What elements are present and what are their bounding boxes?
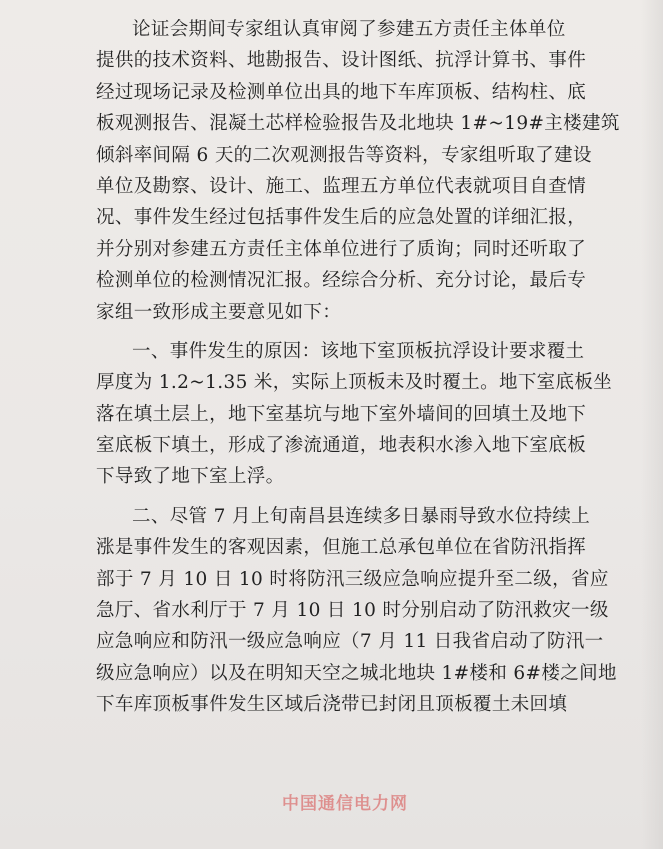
text-line: 涨是事件发生的客观因素，但施工总承包单位在省防汛指挥	[96, 537, 587, 559]
text-line: 厚度为 1.2~1.35 米，实际上顶板未及时覆土。地下室底板坐	[96, 372, 613, 394]
text-line: 一、事件发生的原因：该地下室顶板抗浮设计要求覆土	[132, 340, 585, 362]
text-line: 二、尽管 7 月上旬南昌县连续多日暴雨导致水位持续上	[132, 505, 591, 527]
text-line: 论证会期间专家组认真审阅了参建五方责任主体单位	[132, 19, 566, 40]
text-line: 家组一致形成主要意见如下：	[96, 301, 342, 323]
text-line: 提供的技术资料、地勘报告、设计图纸、抗浮计算书、事件	[96, 50, 587, 72]
text-line: 经过现场记录及检测单位出具的地下车库顶板、结构柱、底	[96, 81, 587, 103]
paragraph-spacer	[96, 493, 596, 501]
paragraph-3	[96, 501, 617, 721]
text-line: 急厅、省水利厅于 7 月 10 日 10 时分别启动了防汛救灾一级	[96, 600, 609, 622]
paragraph-2	[96, 336, 613, 493]
text-line: 板观测报告、混凝土芯样检验报告及北地块 1#~19#主楼建筑	[96, 113, 620, 135]
paragraph-1	[96, 14, 620, 328]
text-line: 落在填土层上，地下室基坑与地下室外墙间的回填土及地下	[96, 403, 587, 425]
paragraph-spacer	[96, 328, 596, 336]
text-line: 单位及勘察、设计、施工、监理五方单位代表就项目自查情	[96, 175, 587, 197]
text-line: 下车库顶板事件发生区域后浇带已封闭且顶板覆土未回填	[96, 694, 568, 716]
text-line: 下导致了地下室上浮。	[96, 466, 285, 488]
text-line: 检测单位的检测情况汇报。经综合分析、充分讨论，最后专	[96, 270, 587, 292]
document-body	[96, 14, 620, 721]
text-line: 倾斜率间隔 6 天的二次观测报告等资料，专家组听取了建设	[96, 144, 592, 166]
watermark-text: 中国通信电力网	[282, 794, 408, 814]
text-line: 部于 7 月 10 日 10 时将防汛三级应急响应提升至二级，省应	[96, 568, 609, 590]
page-edge-shadow	[641, 0, 663, 849]
text-line: 级应急响应）以及在明知天空之城北地块 1#楼和 6#楼之间地	[96, 662, 617, 684]
text-line: 并分别对参建五方责任主体单位进行了质询；同时还听取了	[96, 238, 587, 260]
text-line: 室底板下填土，形成了渗流通道，地表积水渗入地下室底板	[96, 435, 587, 457]
text-line: 况、事件发生经过包括事件发生后的应急处置的详细汇报，	[96, 207, 587, 229]
text-line: 应急响应和防汛一级应急响应（7 月 11 日我省启动了防汛一	[96, 631, 604, 653]
